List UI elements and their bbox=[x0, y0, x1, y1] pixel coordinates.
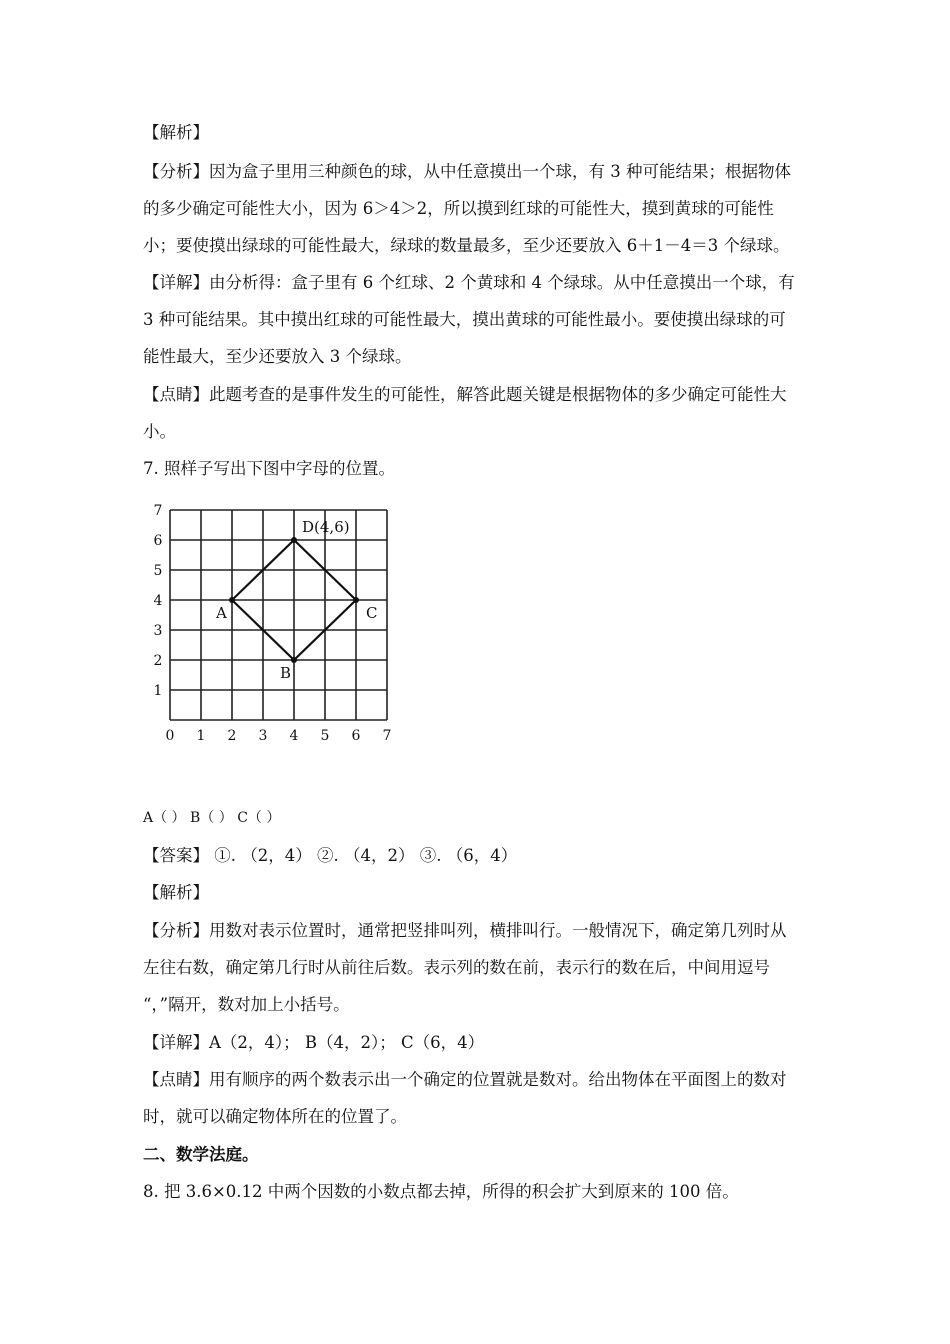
q7-fenxi-line-2: 左往右数，确定第几行时从前往后数。表示列的数在前，表示行的数在后，中间用逗号 bbox=[143, 958, 770, 977]
q6-dianjing-line-2: 小。 bbox=[143, 422, 176, 441]
q6-jiexi-heading: 【解析】 bbox=[143, 123, 209, 142]
q6-xiangjie-line-3: 能性最大，至少还要放入 3 个绿球。 bbox=[143, 347, 412, 366]
coordinate-grid-figure bbox=[140, 500, 410, 750]
x-tick-label: 2 bbox=[227, 728, 237, 744]
y-tick-label: 2 bbox=[153, 653, 163, 669]
point-label-d: D(4,6) bbox=[302, 518, 350, 536]
section-2-title: 二、数学法庭。 bbox=[143, 1145, 259, 1164]
point-label-c: C bbox=[366, 604, 378, 622]
y-tick-label: 6 bbox=[153, 533, 163, 549]
q7-dianjing-line-2: 时，就可以确定物体所在的位置了。 bbox=[143, 1107, 407, 1126]
q7-question: 7. 照样子写出下图中字母的位置。 bbox=[143, 459, 395, 478]
y-tick-label: 4 bbox=[153, 593, 163, 609]
x-tick-label: 6 bbox=[351, 728, 361, 744]
point-a bbox=[229, 597, 235, 603]
q8-question: 8. 把 3.6×0.12 中两个因数的小数点都去掉，所得的积会扩大到原来的 100 倍。 bbox=[143, 1182, 739, 1201]
x-tick-label: 4 bbox=[289, 728, 299, 744]
q6-fenxi-line-2: 的多少确定可能性大小，因为 6＞4＞2，所以摸到红球的可能性大，摸到黄球的可能性 bbox=[143, 199, 774, 218]
y-tick-label: 5 bbox=[153, 563, 163, 579]
point-label-b: B bbox=[280, 664, 292, 682]
q7-fenxi-line-3: “，”隔开，数对加上小括号。 bbox=[143, 995, 350, 1014]
point-b bbox=[291, 657, 297, 663]
x-tick-label: 3 bbox=[258, 728, 268, 744]
q7-fenxi-line-1: 【分析】用数对表示位置时，通常把竖排叫列，横排叫行。一般情况下，确定第几列时从 bbox=[143, 921, 787, 940]
q7-xiangjie: 【详解】A（2，4）； B（4，2）； C（6，4） bbox=[143, 1033, 485, 1052]
q7-answer-blanks: A（ ） B（ ） C（ ） bbox=[143, 810, 281, 826]
x-tick-label: 7 bbox=[382, 728, 392, 744]
x-tick-label: 1 bbox=[196, 728, 206, 744]
q6-xiangjie-line-2: 3 种可能结果。其中摸出红球的可能性最大，摸出黄球的可能性最小。要使摸出绿球的可 bbox=[143, 310, 786, 329]
q7-dianjing-line-1: 【点睛】用有顺序的两个数表示出一个确定的位置就是数对。给出物体在平面图上的数对 bbox=[143, 1070, 787, 1089]
q6-fenxi-line-1: 【分析】因为盒子里用三种颜色的球，从中任意摸出一个球，有 3 种可能结果；根据物体 bbox=[143, 162, 791, 181]
q6-dianjing-line-1: 【点睛】此题考查的是事件发生的可能性，解答此题关键是根据物体的多少确定可能性大 bbox=[143, 385, 787, 404]
q6-fenxi-line-3: 小；要使摸出绿球的可能性最大，绿球的数量最多，至少还要放入 6＋1－4＝3 个绿球。 bbox=[143, 236, 790, 255]
point-d bbox=[291, 537, 297, 543]
coordinate-grid bbox=[140, 500, 410, 750]
q7-answer: 【答案】 ①. （2，4） ②. （4，2） ③. （6，4） bbox=[143, 846, 518, 865]
point-label-a: A bbox=[216, 604, 227, 622]
q6-xiangjie-line-1: 【详解】由分析得：盒子里有 6 个红球、2 个黄球和 4 个绿球。从中任意摸出一个球，有 bbox=[143, 273, 795, 292]
y-tick-label: 3 bbox=[153, 623, 163, 639]
y-tick-label: 1 bbox=[153, 683, 163, 699]
x-tick-label: 0 bbox=[165, 728, 175, 744]
q7-jiexi-heading: 【解析】 bbox=[143, 883, 209, 902]
y-tick-label: 7 bbox=[153, 503, 163, 519]
x-tick-label: 5 bbox=[320, 728, 330, 744]
point-c bbox=[353, 597, 359, 603]
